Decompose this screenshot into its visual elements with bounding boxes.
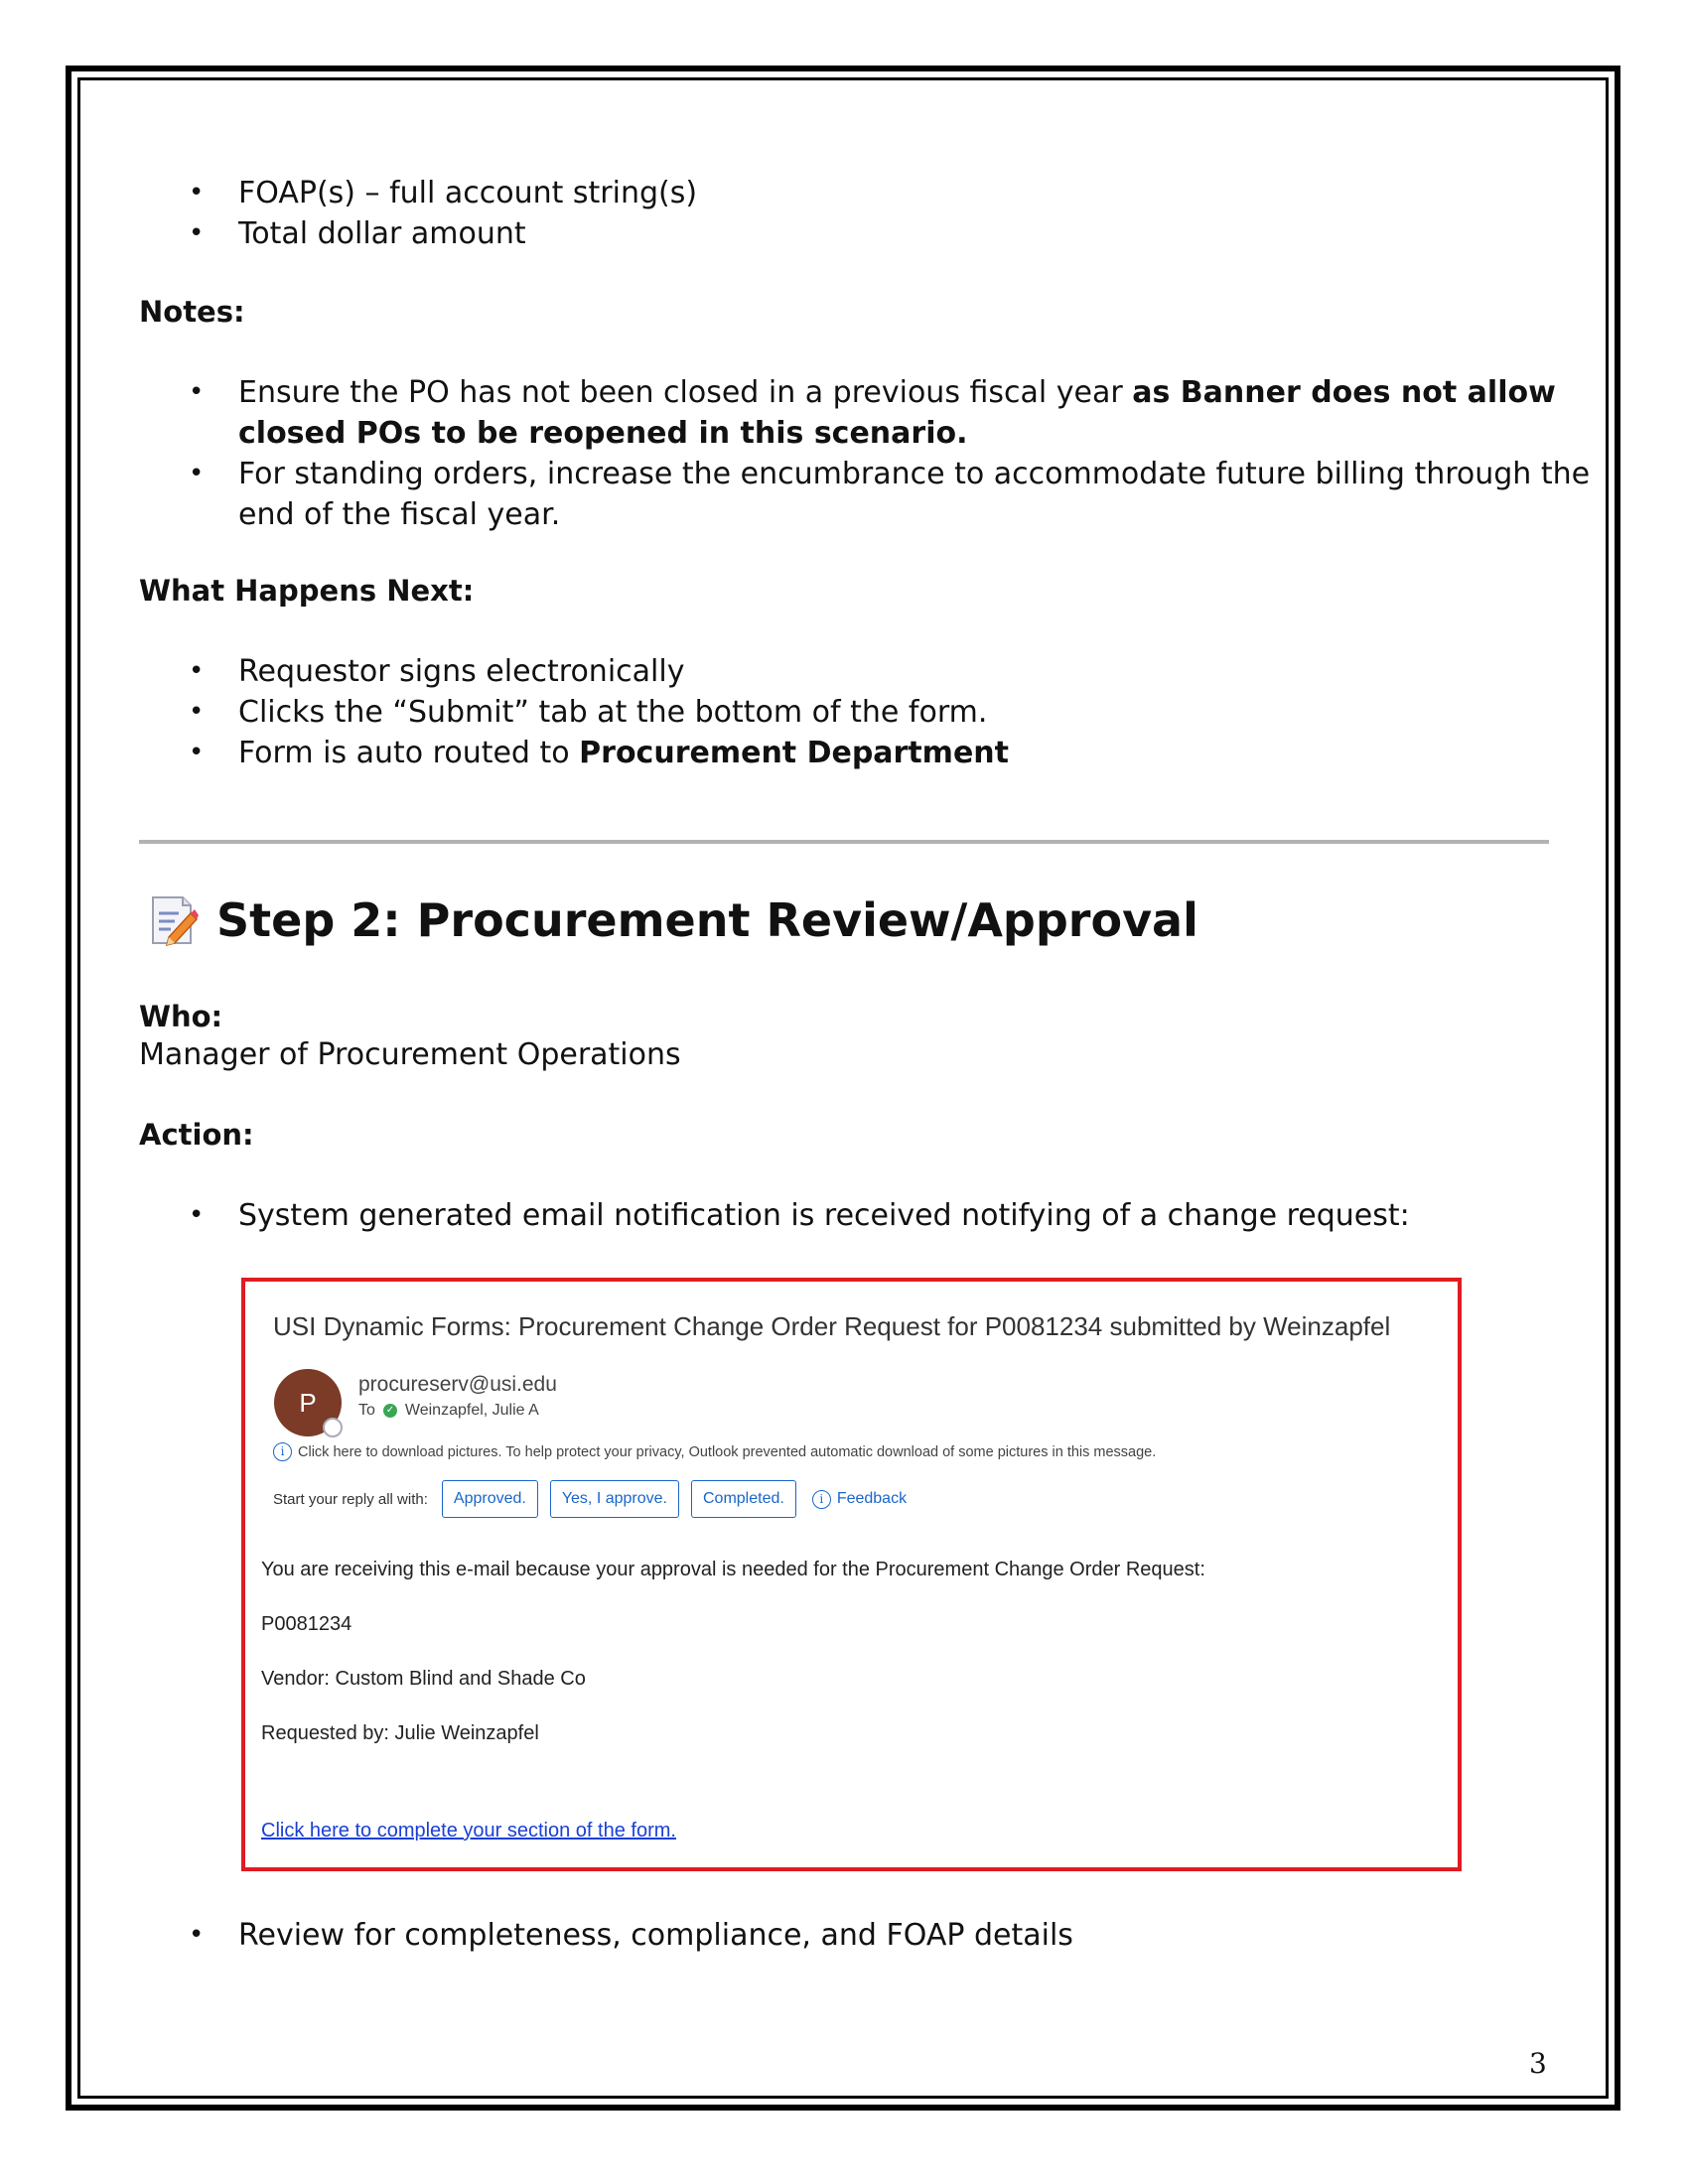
list-item: • System generated email notification is received notifying of a change request: <box>189 1195 1410 1236</box>
recipient-line <box>358 1402 539 1420</box>
list-item: • Clicks the “Submit” tab at the bottom of the form. <box>189 692 1009 733</box>
notes-item2-text-cont: end of the fiscal year. <box>238 497 561 532</box>
top-bullet-list <box>189 173 697 254</box>
step2-title-text: Step 2: Procurement Review/Approval <box>216 893 1198 947</box>
notes-item1-bold: as Banner does not allow <box>1132 375 1556 410</box>
email-body-intro: You are receiving this e-mail because your approval is needed for the Procurement Change Order Request: <box>261 1559 1205 1580</box>
who-heading: Who: <box>139 1000 223 1033</box>
step2-title <box>147 893 1198 947</box>
avatar-letter: P <box>299 1387 317 1418</box>
info-icon: i <box>273 1442 292 1461</box>
list-item <box>189 372 1590 454</box>
recipient-name[interactable]: Weinzapfel, Julie A <box>404 1402 539 1419</box>
to-label: To <box>358 1402 375 1419</box>
what-next-list <box>189 651 1009 773</box>
list-item: • Requestor signs electronically <box>189 651 1009 692</box>
action-list <box>189 1195 1410 1236</box>
notes-item1-bold-cont: closed POs to be reopened in this scenario. <box>238 416 968 451</box>
list-item: • Review for completeness, compliance, and FOAP details <box>189 1915 1073 1956</box>
what-next-item3-bold: Procurement Department <box>579 736 1009 770</box>
final-list <box>189 1915 1073 1956</box>
feedback-button[interactable] <box>812 1490 907 1509</box>
notes-list <box>189 372 1590 535</box>
list-item: • FOAP(s) – full account string(s) <box>189 173 697 213</box>
list-item <box>189 454 1590 535</box>
notes-heading: Notes: <box>139 295 245 329</box>
reply-label: Start your reply all with: <box>273 1490 428 1508</box>
sender-email[interactable]: procureserv@usi.edu <box>358 1373 557 1396</box>
reply-yes-approve-button[interactable]: Yes, I approve. <box>550 1480 679 1518</box>
email-screenshot <box>241 1278 1462 1871</box>
vendor-line: Vendor: Custom Blind and Shade Co <box>261 1668 586 1690</box>
notes-item1-text: Ensure the PO has not been closed in a previous fiscal year <box>238 375 1133 410</box>
download-pictures-text: Click here to download pictures. To help protect your privacy, Outlook prevented automatic download of some pictures in this message. <box>298 1443 1157 1460</box>
presence-icon <box>323 1418 343 1437</box>
email-subject: USI Dynamic Forms: Procurement Change Order Request for P0081234 submitted by Weinzapfel <box>273 1311 1391 1341</box>
list-item <box>189 733 1009 773</box>
notes-item2-text: For standing orders, increase the encumbrance to accommodate future billing through the <box>238 457 1591 491</box>
page-number: 3 <box>1529 2047 1547 2080</box>
what-next-item3-text: Form is auto routed to <box>238 736 580 770</box>
list-item: • Total dollar amount <box>189 213 697 254</box>
what-next-heading: What Happens Next: <box>139 574 475 608</box>
section-divider <box>139 840 1549 844</box>
po-number: P0081234 <box>261 1613 352 1635</box>
info-icon: i <box>812 1490 831 1509</box>
complete-form-link[interactable]: Click here to complete your section of the form. <box>261 1820 676 1842</box>
reply-approved-button[interactable]: Approved. <box>442 1480 538 1518</box>
action-heading: Action: <box>139 1118 254 1152</box>
check-icon: ✓ <box>383 1404 397 1418</box>
memo-icon <box>147 893 199 947</box>
suggested-replies <box>273 1480 907 1518</box>
requested-by-line: Requested by: Julie Weinzapfel <box>261 1722 539 1744</box>
download-pictures-notice[interactable] <box>273 1442 1156 1461</box>
reply-completed-button[interactable]: Completed. <box>691 1480 796 1518</box>
feedback-label: Feedback <box>836 1490 908 1507</box>
who-value: Manager of Procurement Operations <box>139 1037 681 1072</box>
